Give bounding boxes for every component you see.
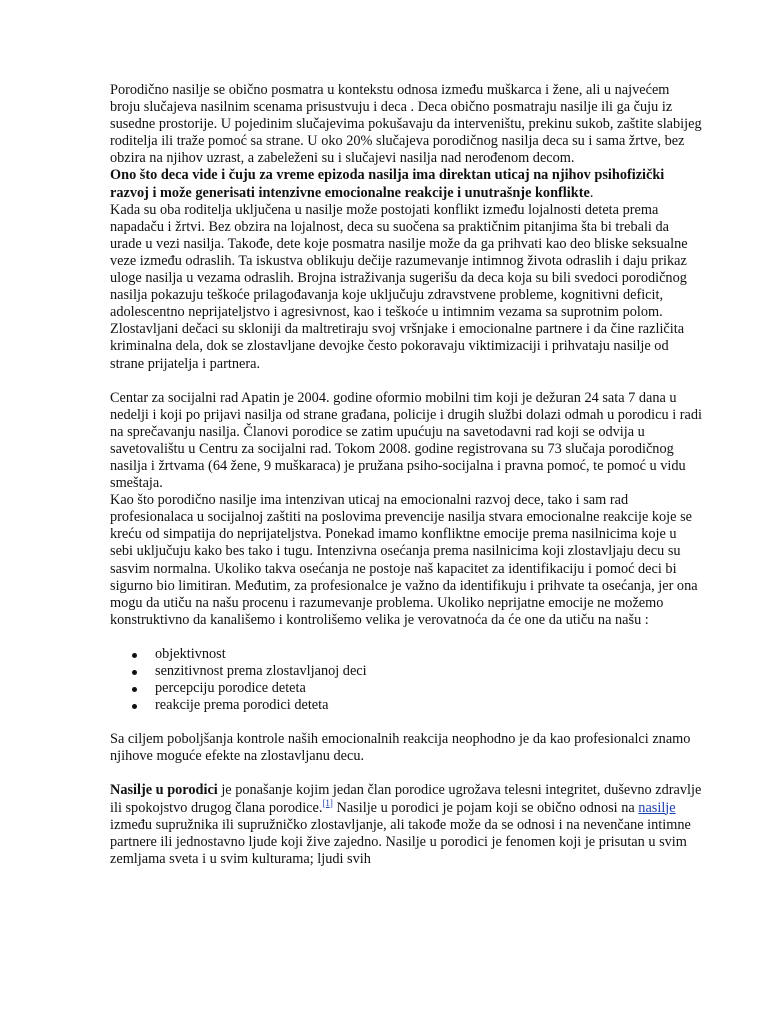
definition-text: je ponašanje kojim jedan član porodice ugrožava telesni integritet, duševno zdravlje ili spokojstvo drugog člana porodice.	[110, 782, 702, 816]
paragraph-control: Sa ciljem poboljšanja kontrole naših emocionalnih reakcija neophodno je da kao profesionalci znamo njihove moguće efekte na zlostavljanu decu.	[110, 731, 691, 765]
list-item	[110, 646, 702, 663]
list-item-text: reakcije prema porodici deteta	[155, 697, 329, 714]
nasilje-link[interactable]: nasilje	[638, 799, 676, 816]
bold-statement: Ono što deca vide i čuju za vreme epizoda nasilja ima direktan uticaj na njihov psihofizički razvoj i može generisati intenzivne emocionalne reakcije i unutrašnje konflikte	[110, 167, 665, 201]
paragraph-intro: Porodično nasilje se obično posmatra u kontekstu odnosa između muškarca i žene, ali u najvećem broju slučajeva nasilnim scenama prisustvuju i deca . Deca obično posmatraju nasilje ili ga čuju iz susedne prostorije. U pojedinim slučajevima pokušavaju da interveništu, prekinu sukob, zaštite slabijeg roditelja ili traže pomoć sa strane. U oko 20% slučajeva porodičnog nasilja deca su i sama žrtve, bez obzira na njihov uzrast, a zabeleženi su i slučajevi nasilja nad nerođenom decom.	[110, 82, 702, 167]
list-item-text: percepciju porodice deteta	[155, 680, 306, 697]
paragraph-gap	[110, 714, 702, 731]
definition-text-2: Nasilje u porodici je pojam koji se obično odnosi na	[332, 799, 639, 816]
paragraph-center-apatin: Centar za socijalni rad Apatin je 2004. godine oformio mobilni tim koji je dežuran 24 sata 7 dana u nedelji i koji po prijavi nasilja od strane građana, policije i drugih službi dolazi odmah u porodicu i radi na sprečavanju nasilja. Članovi porodice se zatim upućuju na savetodavni rad koji se odvija u savetovalištu u Centru za socijalni rad. Tokom 2008. godine registrovana su 73 slučaja porodičnog nasilja i žrtvama (64 žene, 9 muškaraca) je pružana psiho-socijalna i pravna pomoć, te pomoć u vidu smeštaja.	[110, 389, 702, 492]
list-item	[110, 697, 702, 714]
footnote-link[interactable]: [1]	[322, 797, 333, 808]
bullet-list	[110, 646, 702, 714]
bullet-icon	[132, 653, 137, 658]
paragraph-gap	[110, 765, 702, 782]
period: .	[589, 184, 594, 201]
paragraph-gap	[110, 373, 702, 390]
paragraph-professionals: Kao što porodično nasilje ima intenzivan uticaj na emocionalni razvoj dece, tako i sam rad profesionalaca u socijalnoj zaštiti na poslovima prevencije nasilja stvara emocionalne reakcije koje se kreću od simpatija do neprijateljstva. Ponekad imamo konfliktne emocije prema nasilnicima koje u sebi uključuju kako bes tako i tugu. Intenzivna osećanja prema nasilnicima koji zlostavljaju decu su sasvim normalna. Ukoliko takva osećanja ne postoje naš kapacitet za identifikaciju i pomoć deci bi sigurno bio limitiran. Međutim, za profesionalce je važno da identifikuju i prihvate ta osećanja, jer ona mogu da utiču na našu procenu i razumevanje problema. Ukoliko neprijatne emocije ne možemo konstruktivno da kanališemo i kontrolišemo velika je verovatnoća da će one da utiču na našu :	[110, 492, 698, 628]
footnote-ref[interactable]	[322, 798, 333, 808]
bullet-icon	[132, 687, 137, 692]
list-item-text: senzitivnost prema zlostavljanoj deci	[155, 663, 367, 679]
list-item-text: objektivnost	[155, 645, 226, 662]
paragraph-loyalty: Kada su oba roditelja uključena u nasilje može postojati konflikt između lojalnosti deteta prema napadaču i žrtvi. Bez obzira na lojalnost, deca su suočena sa praktičnim pitanjima šta bi trebali da urade u vezi nasilja. Takođe, dete koje posmatra nasilje može da ga prihvati kao deo bliske seksualne veze između odraslih. Ta iskustva oblikuju dečije razumevanje intimnog života odraslih i daju prikaz uloge nasilja u vezama odraslih. Brojna istraživanja sugerišu da deca koja su bili svedoci porodičnog nasilja pokazuju teškoće prilagođavanja koje uključuju zdravstvene probleme, kognitivni deficit, adolescentno neprijateljstvo i agresivnost, kao i teškoće u intimnim vezama sa suprotnim polom. Zlostavljani dečaci su skloniji da maltretiraju svoj vršnjake i emocionalne partnere i da čine različita kriminalna dela, dok se zlostavljane devojke često pokoravaju viktimizaciji i prihvataju nasilje od strane prijatelja i partnera.	[110, 201, 688, 372]
bullet-icon	[132, 670, 137, 675]
term-heading: Nasilje u porodici	[110, 782, 218, 799]
paragraph-emphasis	[110, 167, 702, 201]
paragraph-definition	[110, 782, 702, 867]
document-page	[110, 82, 702, 868]
list-item	[110, 663, 702, 680]
definition-text-3: između supružnika ili supružničko zlostavljanje, ali takođe može da se odnosi i na nevenčane intimne partnere ili jednostavno ljude koji žive zajedno. Nasilje u porodici je fenomen koji je prisutan u svim zemljama sveta i u svim kulturama; ljudi svih	[110, 816, 691, 867]
list-item	[110, 680, 702, 697]
paragraph-gap	[110, 629, 702, 646]
bullet-icon	[132, 704, 137, 709]
